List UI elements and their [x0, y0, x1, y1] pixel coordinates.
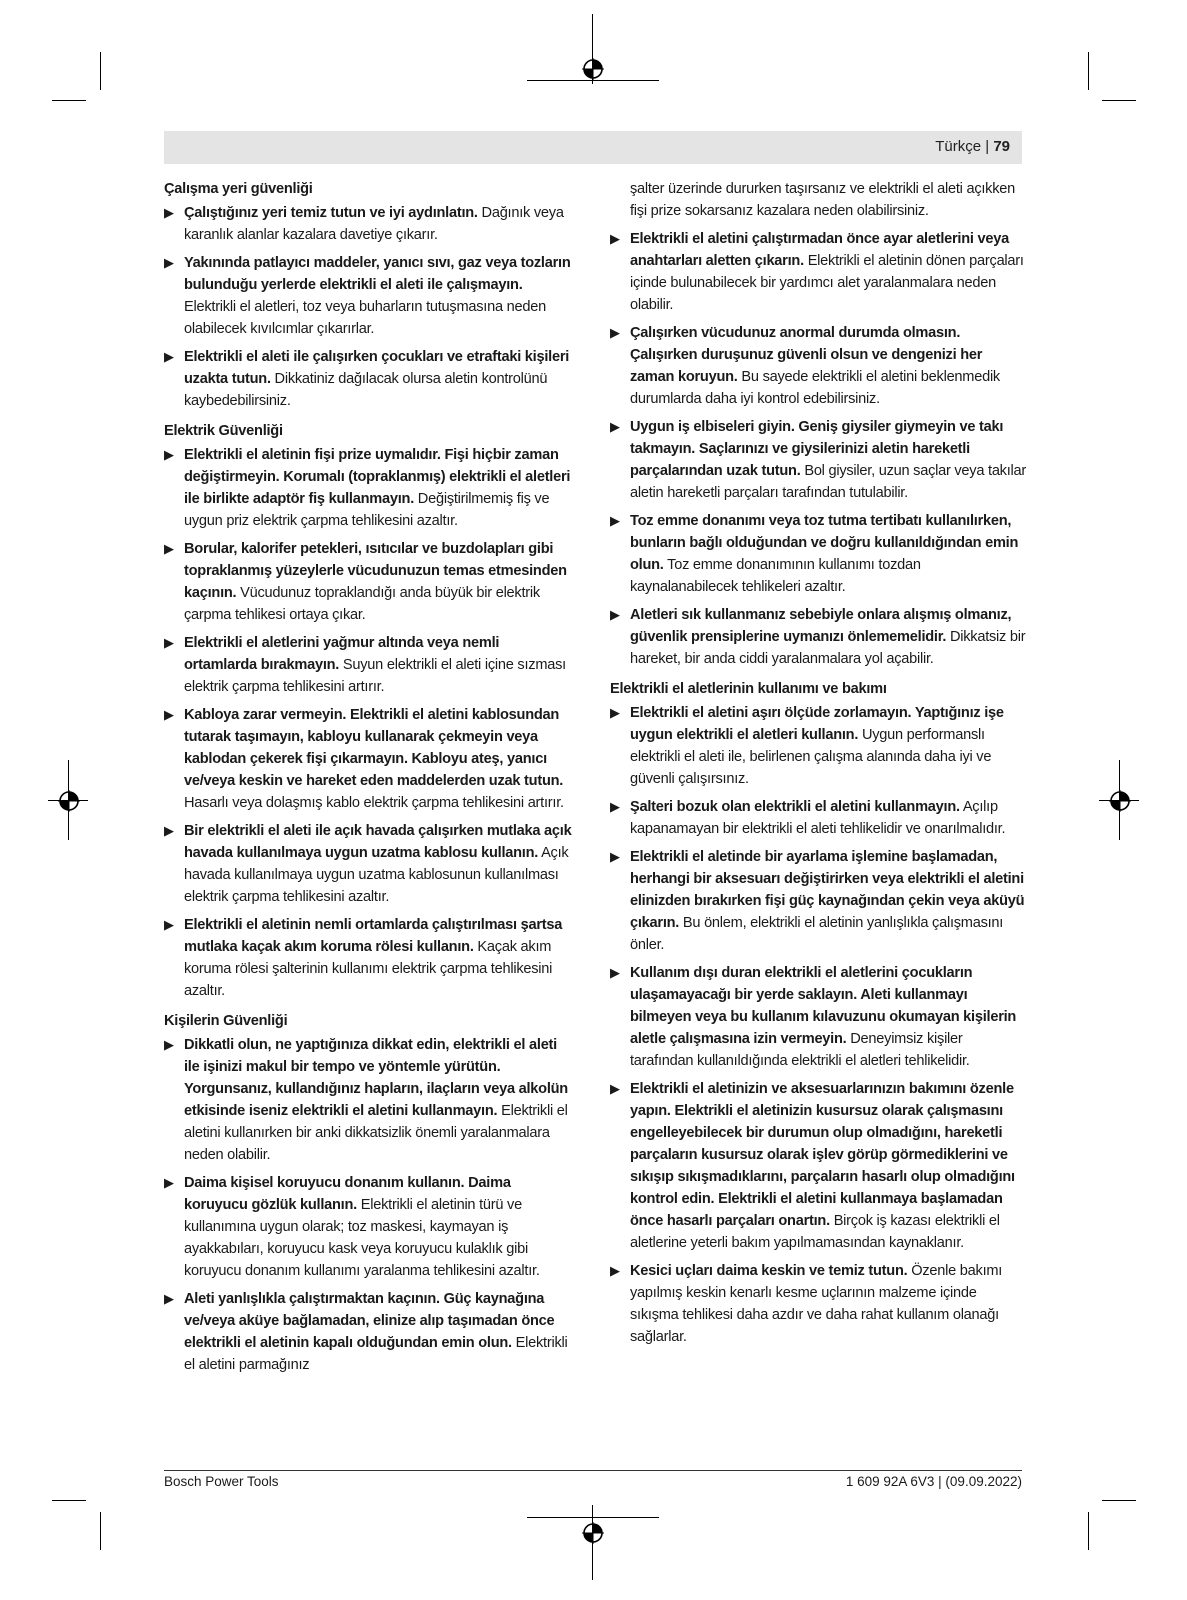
section-title: Elektrikli el aletlerinin kullanımı ve bakımı: [610, 681, 887, 697]
crop-mark: [52, 1500, 86, 1501]
right-column: [610, 178, 1028, 1354]
section-title: Elektrik Güvenliği: [164, 423, 283, 439]
list-item: ▶ Elektrikli el aletlerini yağmur altında veya nemli ortamlarda bırakmayın. Suyun elektrikli el aleti içine sızması elektrik çarpma tehlikesini artırır.: [164, 632, 574, 698]
crop-mark: [1102, 100, 1136, 101]
footer-brand: Bosch Power Tools: [164, 1474, 279, 1489]
header-label: [935, 138, 1010, 155]
bullet-arrow-icon: ▶: [610, 231, 620, 246]
list-item: ▶ Toz emme donanımı veya toz tutma tertibatı kullanılırken, bunların bağlı olduğundan ve doğru kullanıldığından emin olun. Toz emme donanımının kullanımı tozdan kaynalanabilecek tehlikeleri azaltır.: [610, 510, 1028, 598]
bullet-arrow-icon: ▶: [610, 1263, 620, 1278]
header-separator: |: [981, 138, 994, 155]
list-item: ▶ Dikkatli olun, ne yaptığınıza dikkat edin, elektrikli el aleti ile işinizi makul bir tempo ve yöntemle yürütün. Yorgunsanız, kullandığınız hapların, ilaçların veya alkolün etkisinde iseniz elektrikli el aletini kullanmayın. Elektrikli el aletini kullanırken bir anki dikkatsizlik önemli yaralanmalara neden olabilir.: [164, 1034, 574, 1166]
crop-mark: [52, 100, 86, 101]
bullet-arrow-icon: ▶: [610, 419, 620, 434]
left-column: [164, 178, 574, 1382]
bullet-arrow-icon: ▶: [164, 541, 174, 556]
list-item: ▶ Şalteri bozuk olan elektrikli el aletini kullanmayın. Açılıp kapanamayan bir elektrikli el aleti tehlikelidir ve onarılmalıdır.: [610, 796, 1028, 840]
crop-mark: [1088, 52, 1089, 90]
bullet-arrow-icon: ▶: [164, 1175, 174, 1190]
bullet-arrow-icon: ▶: [164, 255, 174, 270]
registration-line: [527, 1517, 659, 1518]
crop-mark: [100, 1512, 101, 1550]
footer-doc-number: 1 609 92A 6V3 | (09.09.2022): [845, 1474, 1022, 1489]
list-item: ▶ Borular, kalorifer petekleri, ısıtıcılar ve buzdolapları gibi topraklanmış yüzeylerle vücudunuzun temas etmesinden kaçının. Vücudunuz topraklandığı anda büyük bir elektrik çarpma tehlikesi ortaya çıkar.: [164, 538, 574, 626]
bullet-arrow-icon: ▶: [164, 349, 174, 364]
bullet-arrow-icon: ▶: [164, 635, 174, 650]
bullet-arrow-icon: ▶: [164, 823, 174, 838]
list-item: ▶ Elektrikli el aletini çalıştırmadan önce ayar aletlerini veya anahtarları aletten çıkarın. Elektrikli el aletinin dönen parçaları içinde bulunabilecek bir yardımcı alet yaralanmalara neden olabilir.: [610, 228, 1028, 316]
bullet-arrow-icon: ▶: [610, 1081, 620, 1096]
crop-mark: [100, 52, 101, 90]
registration-line: [527, 80, 659, 81]
continued-text: şalter üzerinde dururken taşırsanız ve elektrikli el aleti açıkken fişi prize sokarsanız kazalara neden olabilirsiniz.: [630, 181, 1016, 219]
list-item: ▶ Kullanım dışı duran elektrikli el aletlerini çocukların ulaşamayacağı bir yerde saklayın. Aleti kullanmayı bilmeyen veya bu kullanım kılavuzunu okumayan kişilerin aletle çalışmasına izin vermeyin. Deneyimsiz kişiler tarafından kullanıldığında elektrikli el aletleri tehlikelidir.: [610, 962, 1028, 1072]
bullet-arrow-icon: ▶: [164, 447, 174, 462]
bullet-arrow-icon: ▶: [610, 607, 620, 622]
bullet-arrow-icon: ▶: [610, 799, 620, 814]
list-item: ▶ Çalıştığınız yeri temiz tutun ve iyi aydınlatın. Dağınık veya karanlık alanlar kazalara davetiye çıkarır.: [164, 202, 574, 246]
list-item: ▶ Elektrikli el aletinizin ve aksesuarlarınızın bakımını özenle yapın. Elektrikli el aletinizin kusursuz olarak çalışmasını engelleyebilecek bir durumun olup olmadığını, hareketli parçaların kusursuz olarak işlev görüp görmediklerini ve sıkışıp sıkışmadıklarını, parçaların hasarlı olup olmadığını kontrol edin. Elektrikli el aletini kullanmaya başlamadan önce hasarlı parçaları onartın. Birçok iş kazası elektrikli el aletlerine yeterli bakım yapılmamasından kaynaklanır.: [610, 1078, 1028, 1254]
registration-target-icon: [1109, 790, 1131, 812]
list-item: ▶ Daima kişisel koruyucu donanım kullanın. Daima koruyucu gözlük kullanın. Elektrikli el aletinin türü ve kullanımına uygun olarak; toz maskesi, kaymayan iş ayakkabıları, koruyucu kask veya koruyucu kulaklık gibi koruyucu donanım kullanımı yaralanma tehlikesini azaltır.: [164, 1172, 574, 1282]
registration-target-icon: [582, 1522, 604, 1544]
list-item: ▶ Kabloya zarar vermeyin. Elektrikli el aletini kablosundan tutarak taşımayın, kabloyu kullanarak çekmeyin veya kablodan çekerek fişi çıkarmayın. Kabloyu ateş, yanıcı ve/veya keskin ve hareket eden maddelerden uzak tutun. Hasarlı veya dolaşmış kablo elektrik çarpma tehlikesini artırır.: [164, 704, 574, 814]
header-language: Türkçe: [935, 138, 982, 155]
bullet-arrow-icon: ▶: [164, 917, 174, 932]
bullet-arrow-icon: ▶: [610, 849, 620, 864]
list-item: ▶ Elektrikli el aletini aşırı ölçüde zorlamayın. Yaptığınız işe uygun elektrikli el aletleri kullanın. Uygun performanslı elektrikli el aleti ile, belirlenen çalışma alanında daha iyi ve güvenli çalışırsınız.: [610, 702, 1028, 790]
bullet-arrow-icon: ▶: [164, 1291, 174, 1306]
crop-mark: [1102, 1500, 1136, 1501]
list-item: ▶ Elektrikli el aletinin nemli ortamlarda çalıştırılması şartsa mutlaka kaçak akım koruma rölesi kullanın. Kaçak akım koruma rölesi şalterinin kullanımı elektrik çarpma tehlikesini azaltır.: [164, 914, 574, 1002]
section-title: Kişilerin Güvenliği: [164, 1013, 288, 1029]
list-item: ▶ Aleti yanlışlıkla çalıştırmaktan kaçının. Güç kaynağına ve/veya aküye bağlamadan, elinize alıp taşımadan önce elektrikli el aletinin kapalı olduğundan emin olun. Elektrikli el aletini parmağınız: [164, 1288, 574, 1376]
bullet-arrow-icon: ▶: [610, 705, 620, 720]
bullet-arrow-icon: ▶: [610, 513, 620, 528]
page-number: 79: [993, 138, 1010, 155]
list-item: ▶ Çalışırken vücudunuz anormal durumda olmasın. Çalışırken duruşunuz güvenli olsun ve dengenizi her zaman koruyun. Bu sayede elektrikli el aletini beklenmedik durumlarda daha iyi kontrol edebilirsiniz.: [610, 322, 1028, 410]
footer-divider: [164, 1470, 1022, 1471]
bullet-arrow-icon: ▶: [164, 205, 174, 220]
bullet-arrow-icon: ▶: [610, 325, 620, 340]
list-item: ▶ Bir elektrikli el aleti ile açık havada çalışırken mutlaka açık havada kullanılmaya uygun uzatma kablosu kullanın. Açık havada kullanılmaya uygun uzatma kablosunun kullanılması elektrik çarpma tehlikesini azaltır.: [164, 820, 574, 908]
list-item: ▶ Yakınında patlayıcı maddeler, yanıcı sıvı, gaz veya tozların bulunduğu yerlerde elektrikli el aleti ile çalışmayın. Elektrikli el aletleri, toz veya buharların tutuşmasına neden olabilecek kıvılcımlar çıkarırlar.: [164, 252, 574, 340]
bullet-arrow-icon: ▶: [164, 707, 174, 722]
list-item: ▶ Uygun iş elbiseleri giyin. Geniş giysiler giymeyin ve takı takmayın. Saçlarınızı ve giysilerinizi aletin hareketli parçalarından uzak tutun. Bol giysiler, uzun saçlar veya takılar aletin hareketli parçaları tarafından tutulabilir.: [610, 416, 1028, 504]
bullet-arrow-icon: ▶: [164, 1037, 174, 1052]
list-item: ▶ Aletleri sık kullanmanız sebebiyle onlara alışmış olmanız, güvenlik prensiplerine uymanızı önlememelidir. Dikkatsiz bir hareket, bir anda ciddi yaralanmalara yol açabilir.: [610, 604, 1028, 670]
section-title: Çalışma yeri güvenliği: [164, 181, 313, 197]
registration-target-icon: [58, 790, 80, 812]
list-item: ▶ Elektrikli el aleti ile çalışırken çocukları ve etraftaki kişileri uzakta tutun. Dikkatiniz dağılacak olursa aletin kontrolünü kaybedebilirsiniz.: [164, 346, 574, 412]
page-header: [164, 131, 1022, 164]
list-item: ▶ Elektrikli el aletinde bir ayarlama işlemine başlamadan, herhangi bir aksesuarı değiştirirken veya elektrikli el aletini elinizden bırakırken fişi güç kaynağından çekin veya aküyü çıkarın. Bu önlem, elektrikli el aletinin yanlışlıkla çalışmasını önler.: [610, 846, 1028, 956]
registration-target-icon: [582, 58, 604, 80]
crop-mark: [1088, 1512, 1089, 1550]
bullet-arrow-icon: ▶: [610, 965, 620, 980]
list-item: ▶ Kesici uçları daima keskin ve temiz tutun. Özenle bakımı yapılmış keskin kenarlı kesme uçlarının malzeme içinde sıkışma tehlikesi daha azdır ve daha rahat kullanım olanağı sağlarlar.: [610, 1260, 1028, 1348]
list-item: ▶ Elektrikli el aletinin fişi prize uymalıdır. Fişi hiçbir zaman değiştirmeyin. Korumalı (topraklanmış) elektrikli el aletleri ile birlikte adaptör fiş kullanmayın. Değiştirilmemiş fiş ve uygun priz elektrik çarpma tehlikesini azaltır.: [164, 444, 574, 532]
